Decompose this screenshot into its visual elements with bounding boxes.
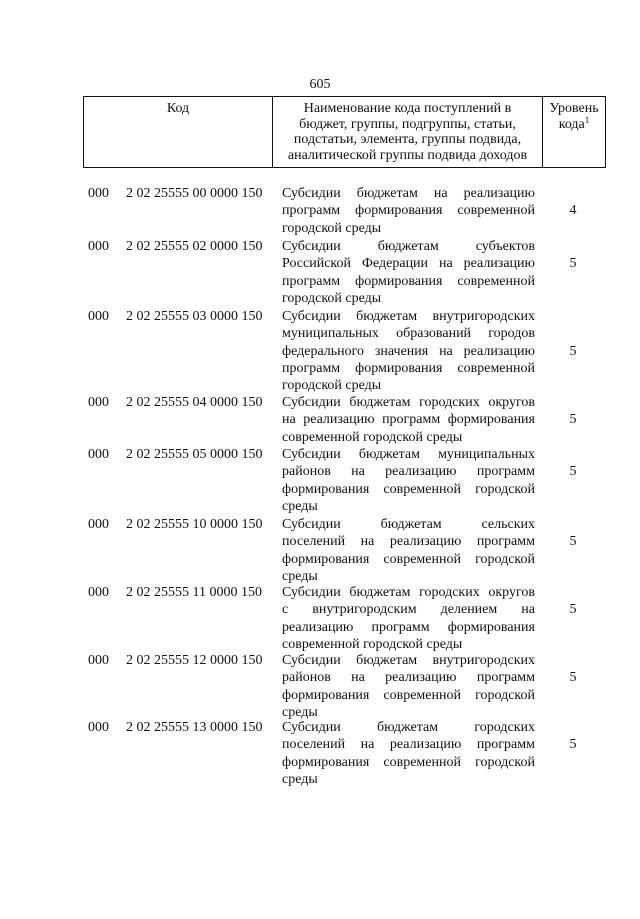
header-code-column (84, 97, 273, 167)
row-code: 2 02 25555 10 0000 150 (126, 517, 263, 532)
row-name-line: формирования современной городской (282, 754, 535, 770)
row-code: 2 02 25555 00 0000 150 (126, 186, 263, 201)
row-name-line: Субсидии бюджетам внутригородских (282, 309, 535, 324)
row-name-line: среды (282, 568, 318, 584)
footnote-marker: 1 (584, 114, 590, 125)
row-level: 5 (569, 737, 577, 753)
row-name-line: программ формирования современной (282, 360, 535, 376)
row-name-line: с внутригородским делением на (282, 602, 535, 618)
header-code-label: Код (166, 101, 190, 116)
row-name-line: современной городской среды (282, 429, 463, 445)
row-name (282, 584, 535, 653)
row-name-line: поселений на реализацию программ (282, 534, 535, 550)
row-name-line: программ формирования современной (282, 203, 535, 219)
row-prefix: 000 (88, 517, 109, 532)
header-name-line: Наименование кода поступлений в (303, 101, 512, 116)
row-name-line: среды (282, 498, 318, 514)
row-level: 5 (569, 602, 577, 618)
header-level-word: кода (558, 116, 585, 132)
row-name-line: Субсидии бюджетам городских округов (282, 585, 535, 600)
row-prefix: 000 (88, 653, 109, 668)
row-name-line: Субсидии бюджетам городских округов (282, 395, 535, 410)
row-name (282, 394, 535, 446)
row-name-line: районов на реализацию программ (282, 670, 535, 686)
row-name (282, 308, 535, 394)
row-code: 2 02 25555 11 0000 150 (126, 585, 262, 600)
row-name-line: современной городской среды (282, 636, 463, 652)
row-name-line: формирования современной городской (282, 551, 535, 567)
row-name-line: на реализацию программ формирования (282, 412, 535, 428)
row-name (282, 719, 535, 788)
header-level-column (543, 97, 605, 167)
row-name-line: районов на реализацию программ (282, 464, 535, 480)
row-level: 5 (569, 256, 577, 272)
row-level: 5 (569, 670, 577, 686)
header-name-line: аналитической группы подвида доходов (287, 147, 528, 163)
row-code: 2 02 25555 13 0000 150 (126, 720, 263, 735)
row-name (282, 652, 535, 721)
row-prefix: 000 (88, 447, 109, 462)
row-name-line: муниципальных образований городов (282, 326, 535, 342)
row-name-line: городской среды (282, 220, 382, 236)
row-level: 5 (569, 412, 577, 428)
row-prefix: 000 (88, 309, 109, 324)
row-level: 5 (569, 534, 577, 550)
row-prefix: 000 (88, 239, 109, 254)
row-code: 2 02 25555 02 0000 150 (126, 239, 263, 254)
header-level-line (543, 114, 605, 133)
row-prefix: 000 (88, 395, 109, 410)
header-name-line: подстатьи, элемента, группы подвида, (293, 132, 522, 147)
row-name (282, 446, 535, 515)
row-level: 4 (569, 203, 577, 219)
row-name-line: Субсидии бюджетам сельских (282, 517, 535, 532)
header-name-line: бюджет, группы, подгруппы, статьи, (299, 116, 516, 132)
row-level: 5 (569, 343, 577, 359)
row-code: 2 02 25555 12 0000 150 (126, 653, 263, 668)
row-name-line: программ формирования современной (282, 273, 535, 289)
table-header (83, 96, 606, 168)
row-name-line: формирования современной городской (282, 687, 535, 703)
row-name-line: городской среды (282, 378, 382, 394)
row-name-line: среды (282, 771, 318, 787)
row-level: 5 (569, 464, 577, 480)
row-name (282, 516, 535, 585)
page-number: 605 (309, 77, 331, 92)
row-name-line: реализацию программ формирования (282, 619, 535, 635)
header-name-column (273, 97, 543, 167)
row-name-line: Субсидии бюджетам муниципальных (282, 447, 535, 462)
row-name-line: Субсидии бюджетам на реализацию (282, 186, 535, 201)
row-name-line: формирования современной городской (282, 481, 535, 497)
row-name-line: городской среды (282, 290, 382, 306)
header-level-line: Уровень (549, 101, 599, 116)
row-code: 2 02 25555 04 0000 150 (126, 395, 263, 410)
row-name-line: Российской Федерации на реализацию (282, 256, 535, 272)
row-name-line: Субсидии бюджетам внутригородских (282, 653, 535, 668)
row-name (282, 238, 535, 307)
row-prefix: 000 (88, 720, 109, 735)
row-code: 2 02 25555 05 0000 150 (126, 447, 263, 462)
row-prefix: 000 (88, 186, 109, 201)
row-name-line: среды (282, 704, 318, 720)
row-name-line: Субсидии бюджетам субъектов (282, 239, 535, 254)
row-name-line: федерального значения на реализацию (282, 343, 535, 359)
row-prefix: 000 (88, 585, 109, 600)
row-name-line: Субсидии бюджетам городских (282, 720, 535, 735)
row-name (282, 185, 535, 237)
row-code: 2 02 25555 03 0000 150 (126, 309, 263, 324)
row-name-line: поселений на реализацию программ (282, 737, 535, 753)
